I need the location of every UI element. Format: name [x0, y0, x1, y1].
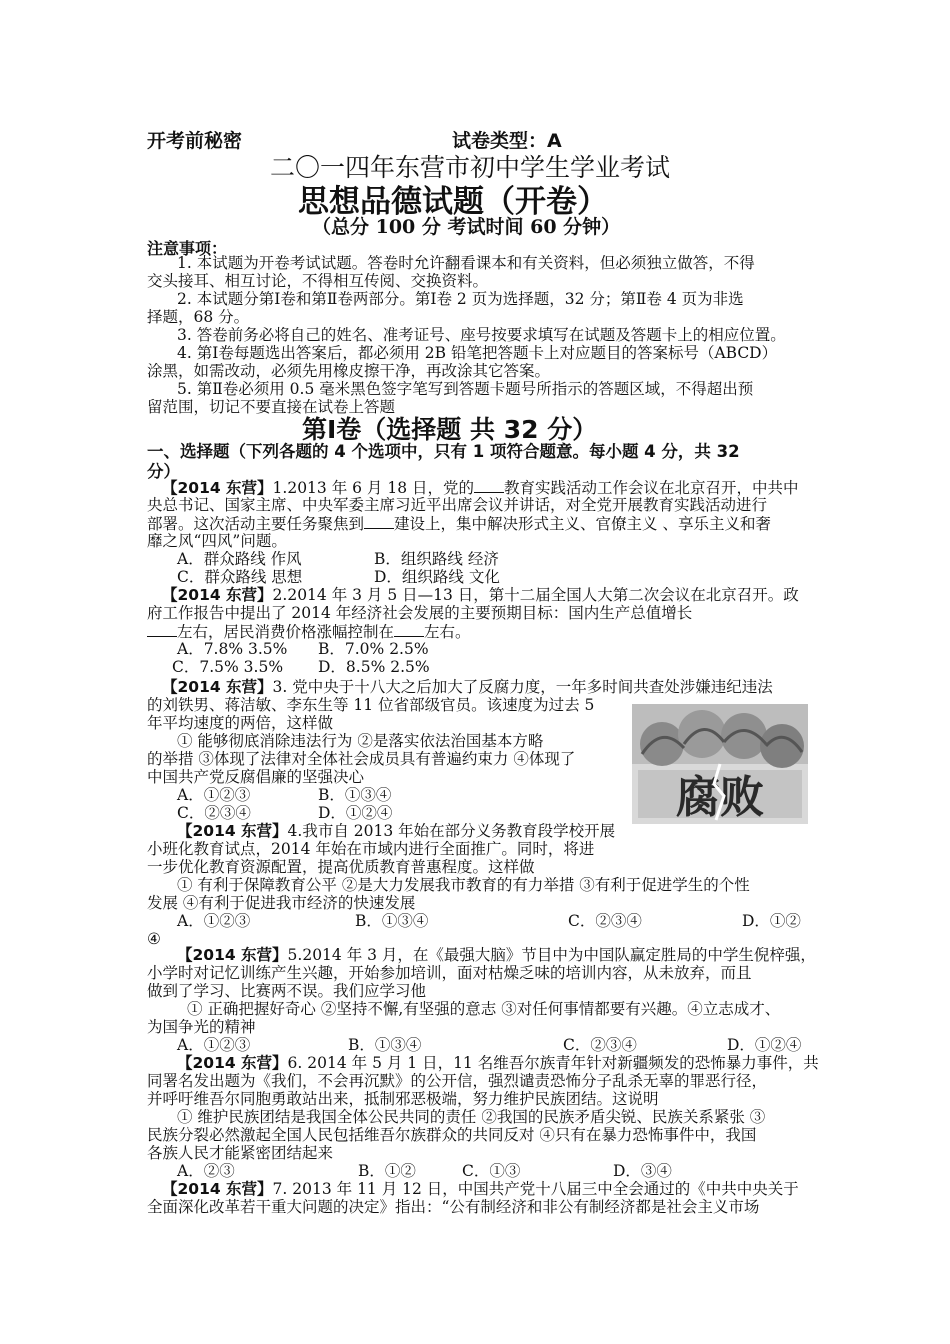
section-instruction: 一、选择题（下列各题的 4 个选项中，只有 1 项符合题意。每小题 4 分，共 32	[147, 442, 740, 461]
q5-option-d: D．①②④	[727, 1036, 802, 1054]
q6-line: 并呼吁维吾尔同胞勇敢站出来，抵制邪恶极端，努力维护民族团结。这说明	[147, 1090, 659, 1108]
q4-option-a: A．①②③	[177, 912, 251, 930]
q6-option-c: C．①③	[462, 1162, 521, 1180]
notice-line: 交头接耳、相互讨论，不得相互传阅、交换资料。	[147, 272, 489, 290]
q2-line: 左右，居民消费价格涨幅控制在 左右。	[147, 622, 471, 641]
paper-type-label: 试卷类型：A	[452, 130, 562, 152]
q3-line: 中国共产党反腐倡廉的坚强决心	[147, 768, 365, 786]
exam-title: 二〇一四年东营市初中学生学业考试	[270, 153, 671, 182]
notice-line: 5. 第Ⅱ卷必须用 0.5 毫米黑色签字笔写到答题卡题号所指示的答题区域，不得超出预	[177, 380, 754, 398]
q1-line: 央总书记、国家主席、中央军委主席习近平出席会议并讲话，对全党开展教育实践活动进行	[147, 496, 768, 514]
q2-line: 府工作报告中提出了 2014 年经济社会发展的主要预期目标：国内生产总值增长	[147, 604, 693, 622]
q1-option-c: C．群众路线 思想	[177, 568, 303, 586]
q5-option-b: B．①③④	[348, 1036, 422, 1054]
blank	[147, 622, 177, 637]
q6-line: 【2014 东营】6. 2014 年 5 月 1 日，11 名维吾尔族青年针对新疆频发的恐怖暴力事件，共	[177, 1054, 819, 1072]
q3-option-a: A．①②③	[177, 786, 251, 804]
q6-option-a: A．②③	[177, 1162, 235, 1180]
q6-line: 民族分裂必然激起全国人民包括维吾尔族群众的共同反对 ④只有在暴力恐怖事件中，我国	[147, 1126, 757, 1144]
q6-line: ① 维护民族团结是我国全体公民共同的责任 ②我国的民族矛盾尖锐、民族关系紧张 ③	[177, 1108, 766, 1126]
q7-line: 【2014 东营】7. 2013 年 11 月 12 日，中国共产党十八届三中全会通过的《中共中央关于	[162, 1180, 799, 1198]
q4-option-d-cont: ④	[147, 930, 161, 948]
notice-line: 2. 本试题分第Ⅰ卷和第Ⅱ卷两部分。第Ⅰ卷 2 页为选择题，32 分；第Ⅱ卷 4 页为非选	[177, 290, 744, 308]
q5-line: 为国争光的精神	[147, 1018, 256, 1036]
q6-option-d: D．③④	[613, 1162, 672, 1180]
q5-tag: 【2014 东营】	[177, 946, 288, 964]
confidential-label: 开考前秘密	[147, 130, 243, 152]
q3-option-d: D．①②④	[318, 804, 393, 822]
notice-line: 留范围，切记不要直接在试卷上答题	[147, 398, 396, 416]
q4-tag: 【2014 东营】	[177, 822, 288, 840]
q2-option-d: D．8.5% 2.5%	[318, 658, 430, 676]
q2-option-b: B．7.0% 2.5%	[318, 640, 429, 658]
q6-tag: 【2014 东营】	[177, 1054, 288, 1072]
notice-line: 择题，68 分。	[147, 308, 250, 326]
q3-line: 【2014 东营】3. 党中央于十八大之后加大了反腐力度，一年多时间共查处涉嫌违纪违法	[162, 678, 773, 696]
q1-line: 【2014 东营】1.2013 年 6 月 18 日，党的 教育实践活动工作会议在北京召开，中共中	[162, 479, 799, 497]
q6-line: 各族人民才能紧密团结起来	[147, 1144, 334, 1162]
notice-line: 涂黑，如需改动，必须先用橡皮擦干净，再改涂其它答案。	[147, 362, 551, 380]
q6-option-b: B．①②	[358, 1162, 416, 1180]
q4-option-d: D．①②	[742, 912, 801, 930]
section-instruction: 分）	[147, 462, 180, 481]
q3-line: 的举措 ③体现了法律对全体社会成员具有普遍约束力 ④体现了	[147, 750, 576, 768]
blank	[364, 514, 394, 529]
notice-line: 3. 答卷前务必将自己的姓名、准考证号、座号按要求填写在试题及答题卡上的相应位置。	[177, 326, 786, 344]
q4-line: 【2014 东营】4.我市自 2013 年始在部分义务教育段学校开展	[177, 822, 616, 840]
q3-option-b: B．①③④	[318, 786, 392, 804]
q1-option-b: B．组织路线 经济	[374, 550, 499, 568]
q5-option-c: C．②③④	[563, 1036, 637, 1054]
q7-line: 全面深化改革若干重大问题的决定》指出：“公有制经济和非公有制经济都是社会主义市场	[147, 1198, 760, 1216]
q5-line: 做到了学习、比赛两不误。我们应学习他	[147, 982, 427, 1000]
q4-line: ① 有利于保障教育公平 ②是大力发展我市教育的有力举措 ③有利于促进学生的个性	[177, 876, 750, 894]
q2-line: 【2014 东营】2.2014 年 3 月 5 日—13 日，第十二届全国人大第二次会议在北京召开。政	[162, 586, 799, 604]
subject-title: 思想品德试题（开卷）	[298, 184, 608, 220]
blank	[474, 478, 504, 493]
q1-option-d: D．组织路线 文化	[374, 568, 500, 586]
anti-corruption-illustration	[632, 704, 808, 824]
q6-line: 同署名发出题为《我们，不会再沉默》的公开信，强烈谴责恐怖分子乱杀无辜的罪恶行径，	[147, 1072, 768, 1090]
q4-line: 小班化教育试点，2014 年始在市域内进行全面推广。同时，将进	[147, 840, 595, 858]
section-title: 第Ⅰ卷（选择题 共 32 分）	[302, 415, 598, 444]
q3-line: ① 能够彻底消除违法行为 ②是落实依法治国基本方略	[177, 732, 544, 750]
q1-line: 靡之风“四风”问题。	[147, 532, 287, 550]
q2-option-a: A．7.8% 3.5%	[177, 640, 288, 658]
q3-option-c: C．②③④	[177, 804, 251, 822]
score-time-info: （总分 100 分 考试时间 60 分钟）	[312, 216, 621, 238]
image-caption: 腐败	[676, 772, 764, 823]
q3-line: 的刘铁男、蒋洁敏、李东生等 11 位省部级官员。该速度为过去 5	[147, 696, 595, 714]
q7-tag: 【2014 东营】	[162, 1180, 273, 1198]
q5-line: 小学时对记忆训练产生兴趣，开始参加培训，面对枯燥乏味的培训内容，从未放弃，而且	[147, 964, 752, 982]
q2-tag: 【2014 东营】	[162, 586, 273, 604]
q5-line: 【2014 东营】5.2014 年 3 月，在《最强大脑》节目中为中国队赢定胜局的中学生倪梓强，	[177, 946, 816, 964]
q4-line: 发展 ④有利于促进我市经济的快速发展	[147, 894, 416, 912]
q3-tag: 【2014 东营】	[162, 678, 273, 696]
q3-line: 年平均速度的两倍，这样做	[147, 714, 334, 732]
q1-line: 部署。这次活动主要任务聚焦到 建设上，集中解决形式主义、官僚主义 、享乐主义和奢	[147, 515, 771, 533]
q4-option-b: B．①③④	[355, 912, 429, 930]
q4-line: 一步优化教育资源配置，提高优质教育普惠程度。这样做	[147, 858, 535, 876]
q5-line: ① 正确把握好奇心 ②坚持不懈,有坚强的意志 ③对任何事情都要有兴趣。④立志成才、	[187, 1000, 781, 1018]
q4-option-c: C．②③④	[568, 912, 642, 930]
notice-line: 1. 本试题为开卷考试试题。答卷时允许翻看课本和有关资料，但必须独立做答，不得	[177, 254, 755, 272]
q2-option-c: C．7.5% 3.5%	[172, 658, 284, 676]
q1-option-a: A．群众路线 作风	[177, 550, 302, 568]
blank	[394, 622, 424, 637]
q1-tag: 【2014 东营】	[162, 479, 273, 497]
notice-line: 4. 第Ⅰ卷每题选出答案后，都必须用 2B 铅笔把答题卡上对应题目的答案标号（ABCD）	[177, 344, 778, 362]
q5-option-a: A．①②③	[177, 1036, 251, 1054]
notice-heading: 注意事项：	[147, 239, 228, 258]
